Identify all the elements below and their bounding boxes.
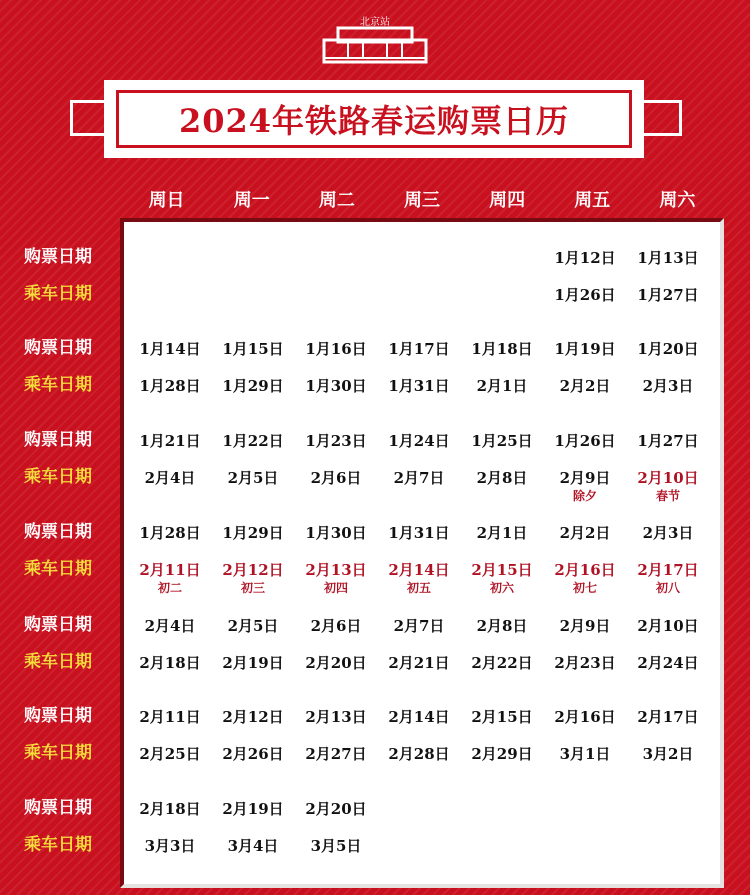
weekday-sun: 周日 xyxy=(148,190,185,211)
label-ride-date: 乘车日期 xyxy=(24,559,92,579)
buy-date-cell: 2月7日 xyxy=(393,617,445,635)
ride-date-cell: 2月7日 xyxy=(393,469,445,487)
svg-text:北京站: 北京站 xyxy=(360,17,390,28)
holiday-note: 初三 xyxy=(240,581,265,595)
holiday-note: 初五 xyxy=(406,581,431,595)
weekday-thu: 周四 xyxy=(489,190,526,211)
holiday-note: 初八 xyxy=(655,581,680,595)
buy-date-cell: 1月26日 xyxy=(554,432,616,450)
ride-date-cell: 2月27日 xyxy=(305,745,367,763)
buy-date-cell: 2月20日 xyxy=(305,800,367,818)
ride-date-cell: 2月10日 xyxy=(637,469,699,487)
label-buy-date: 购票日期 xyxy=(24,522,92,542)
holiday-note: 初七 xyxy=(572,581,597,595)
ride-date-cell: 3月5日 xyxy=(310,837,362,855)
ride-date-cell: 1月28日 xyxy=(139,377,201,395)
buy-date-cell: 2月6日 xyxy=(310,617,362,635)
ride-date-cell: 2月20日 xyxy=(305,654,367,672)
label-ride-date: 乘车日期 xyxy=(24,835,92,855)
ride-date-cell: 1月29日 xyxy=(222,377,284,395)
buy-date-cell: 2月19日 xyxy=(222,800,284,818)
ride-date-cell: 1月27日 xyxy=(637,286,699,304)
buy-date-cell: 1月18日 xyxy=(471,340,533,358)
page-title: 2024年铁路春运购票日历 xyxy=(116,90,632,148)
buy-date-cell: 1月14日 xyxy=(139,340,201,358)
buy-date-cell: 2月11日 xyxy=(139,708,201,726)
buy-date-cell: 2月4日 xyxy=(144,617,196,635)
label-buy-date: 购票日期 xyxy=(24,798,92,818)
calendar-panel xyxy=(120,218,724,888)
buy-date-cell: 2月9日 xyxy=(559,617,611,635)
ride-date-cell: 2月8日 xyxy=(476,469,528,487)
buy-date-cell: 1月19日 xyxy=(554,340,616,358)
ride-date-cell: 2月19日 xyxy=(222,654,284,672)
ride-date-cell: 1月26日 xyxy=(554,286,616,304)
title-banner xyxy=(104,80,644,158)
ride-date-cell: 2月23日 xyxy=(554,654,616,672)
label-buy-date: 购票日期 xyxy=(24,338,92,358)
ride-date-cell: 1月30日 xyxy=(305,377,367,395)
buy-date-cell: 1月31日 xyxy=(388,524,450,542)
label-buy-date: 购票日期 xyxy=(24,615,92,635)
holiday-note: 初二 xyxy=(157,581,182,595)
buy-date-cell: 1月25日 xyxy=(471,432,533,450)
weekday-wed: 周三 xyxy=(403,190,440,211)
weekday-fri: 周五 xyxy=(574,190,611,211)
buy-date-cell: 2月5日 xyxy=(227,617,279,635)
ride-date-cell: 2月12日 xyxy=(222,561,284,579)
station-logo-icon xyxy=(318,14,432,66)
weekday-sat: 周六 xyxy=(659,190,696,211)
buy-date-cell: 2月17日 xyxy=(637,708,699,726)
ride-date-cell: 2月16日 xyxy=(554,561,616,579)
buy-date-cell: 2月10日 xyxy=(637,617,699,635)
ride-date-cell: 3月1日 xyxy=(559,745,611,763)
ride-date-cell: 2月2日 xyxy=(559,377,611,395)
ride-date-cell: 2月13日 xyxy=(305,561,367,579)
buy-date-cell: 2月15日 xyxy=(471,708,533,726)
buy-date-cell: 2月14日 xyxy=(388,708,450,726)
ride-date-cell: 2月22日 xyxy=(471,654,533,672)
buy-date-cell: 1月12日 xyxy=(554,249,616,267)
ride-date-cell: 2月17日 xyxy=(637,561,699,579)
buy-date-cell: 1月21日 xyxy=(139,432,201,450)
buy-date-cell: 1月20日 xyxy=(637,340,699,358)
ride-date-cell: 2月6日 xyxy=(310,469,362,487)
buy-date-cell: 1月30日 xyxy=(305,524,367,542)
buy-date-cell: 2月8日 xyxy=(476,617,528,635)
holiday-note: 除夕 xyxy=(572,489,597,503)
buy-date-cell: 2月1日 xyxy=(476,524,528,542)
weekday-tue: 周二 xyxy=(318,190,355,211)
buy-date-cell: 1月23日 xyxy=(305,432,367,450)
buy-date-cell: 1月16日 xyxy=(305,340,367,358)
buy-date-cell: 1月17日 xyxy=(388,340,450,358)
buy-date-cell: 1月24日 xyxy=(388,432,450,450)
buy-date-cell: 1月28日 xyxy=(139,524,201,542)
buy-date-cell: 2月16日 xyxy=(554,708,616,726)
ride-date-cell: 2月25日 xyxy=(139,745,201,763)
holiday-note: 初六 xyxy=(489,581,514,595)
label-ride-date: 乘车日期 xyxy=(24,284,92,304)
ride-date-cell: 1月31日 xyxy=(388,377,450,395)
ride-date-cell: 2月26日 xyxy=(222,745,284,763)
label-ride-date: 乘车日期 xyxy=(24,375,92,395)
buy-date-cell: 2月12日 xyxy=(222,708,284,726)
label-ride-date: 乘车日期 xyxy=(24,467,92,487)
ride-date-cell: 2月9日 xyxy=(559,469,611,487)
ride-date-cell: 2月28日 xyxy=(388,745,450,763)
holiday-note: 春节 xyxy=(655,489,680,503)
weekday-mon: 周一 xyxy=(233,190,270,211)
buy-date-cell: 1月15日 xyxy=(222,340,284,358)
ride-date-cell: 2月3日 xyxy=(642,377,694,395)
weekday-header xyxy=(124,186,720,214)
ride-date-cell: 2月4日 xyxy=(144,469,196,487)
label-buy-date: 购票日期 xyxy=(24,706,92,726)
ride-date-cell: 2月18日 xyxy=(139,654,201,672)
buy-date-cell: 1月13日 xyxy=(637,249,699,267)
ride-date-cell: 3月4日 xyxy=(227,837,279,855)
ride-date-cell: 2月15日 xyxy=(471,561,533,579)
ride-date-cell: 2月11日 xyxy=(139,561,201,579)
buy-date-cell: 2月18日 xyxy=(139,800,201,818)
buy-date-cell: 1月27日 xyxy=(637,432,699,450)
ride-date-cell: 3月2日 xyxy=(642,745,694,763)
ride-date-cell: 2月14日 xyxy=(388,561,450,579)
ride-date-cell: 2月24日 xyxy=(637,654,699,672)
buy-date-cell: 1月22日 xyxy=(222,432,284,450)
ride-date-cell: 3月3日 xyxy=(144,837,196,855)
buy-date-cell: 2月2日 xyxy=(559,524,611,542)
ride-date-cell: 2月1日 xyxy=(476,377,528,395)
holiday-note: 初四 xyxy=(323,581,348,595)
label-buy-date: 购票日期 xyxy=(24,247,92,267)
label-ride-date: 乘车日期 xyxy=(24,652,92,672)
label-buy-date: 购票日期 xyxy=(24,430,92,450)
ride-date-cell: 2月29日 xyxy=(471,745,533,763)
ride-date-cell: 2月21日 xyxy=(388,654,450,672)
ride-date-cell: 2月5日 xyxy=(227,469,279,487)
buy-date-cell: 2月3日 xyxy=(642,524,694,542)
buy-date-cell: 1月29日 xyxy=(222,524,284,542)
label-ride-date: 乘车日期 xyxy=(24,743,92,763)
buy-date-cell: 2月13日 xyxy=(305,708,367,726)
